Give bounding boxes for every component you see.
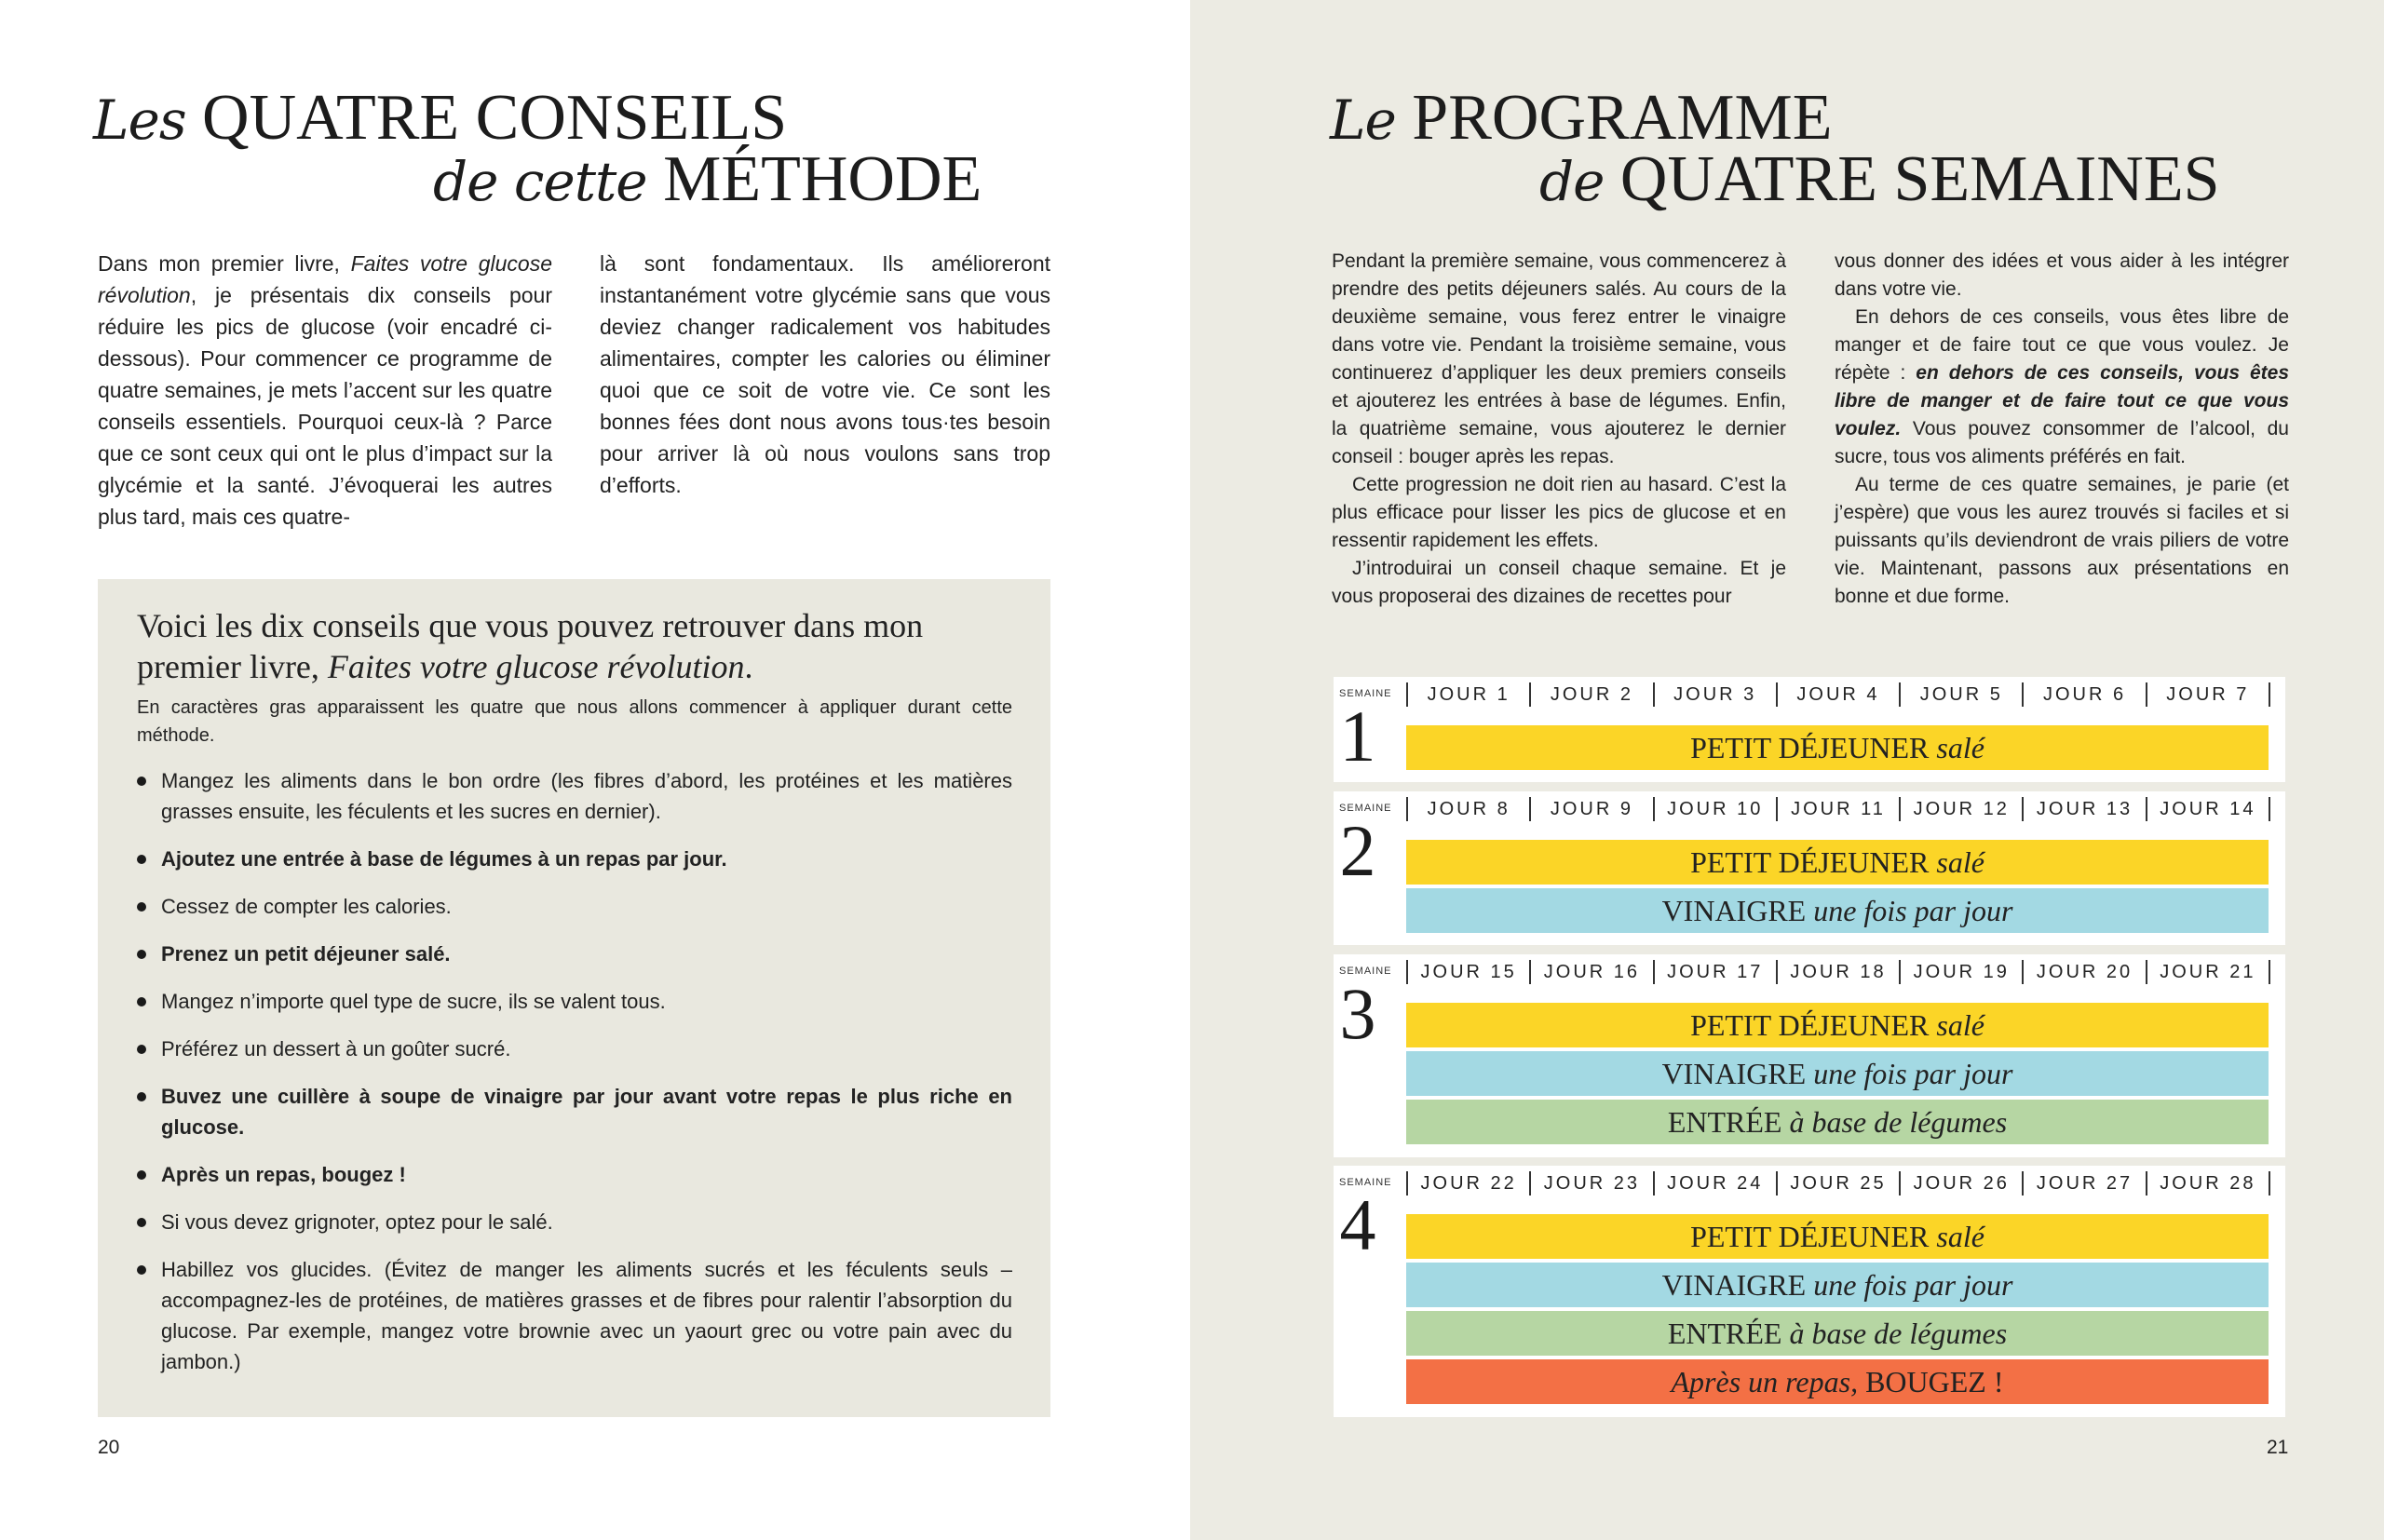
tip-item-key: Prenez un petit déjeuner salé. [137, 939, 1012, 969]
day-label: JOUR 8 [1406, 797, 1529, 821]
tip-item: Mangez les aliments dans le bon ordre (les fibres d’abord, les protéines et les matières grasses ensuite, les féculents et les sucres en dernier). [137, 765, 1012, 827]
breakfast-bar: PETIT DÉJEUNER salé [1406, 840, 2269, 885]
tip-item: Mangez n’importe quel type de sucre, ils se valent tous. [137, 986, 1012, 1017]
emphasis-text: en dehors de ces conseils, vous êtes libre de manger et de faire tout ce que vous voulez. [1835, 362, 2289, 439]
days-strip [1406, 960, 2270, 984]
title-word: PROGRAMME [1412, 82, 1833, 154]
day-label: JOUR 16 [1529, 960, 1652, 984]
right-title-line-1 [1330, 82, 1833, 154]
vinegar-bar: VINAIGRE une fois par jour [1406, 1263, 2269, 1307]
page-number-left: 20 [98, 1437, 120, 1458]
day-label: JOUR 2 [1529, 682, 1652, 707]
week-1-row [1334, 677, 2285, 782]
move-bar: Après un repas, BOUGEZ ! [1406, 1359, 2269, 1404]
day-label: JOUR 10 [1653, 797, 1776, 821]
week-2-row [1334, 791, 2285, 945]
tip-item-key: Après un repas, bougez ! [137, 1159, 1012, 1190]
week-number: 3 [1339, 973, 1376, 1054]
day-label: JOUR 15 [1406, 960, 1529, 984]
title-word: QUATRE SEMAINES [1619, 143, 2220, 215]
days-strip [1406, 682, 2270, 707]
left-title-line-2 [433, 143, 982, 215]
starter-bar: ENTRÉE à base de légumes [1406, 1311, 2269, 1356]
day-label: JOUR 23 [1529, 1171, 1652, 1196]
starter-bar: ENTRÉE à base de légumes [1406, 1100, 2269, 1144]
title-word: QUATRE CONSEILS [202, 82, 788, 154]
page-number-right: 21 [2267, 1437, 2289, 1458]
day-label: JOUR 19 [1899, 960, 2022, 984]
tips-box-note: En caractères gras apparaissent les quatre que nous allons commencer à appliquer durant cette méthode. [137, 697, 1012, 746]
day-label: JOUR 22 [1406, 1171, 1529, 1196]
day-label: JOUR 21 [2146, 960, 2270, 984]
program-column-1: Pendant la première semaine, vous commencerez à prendre des petits déjeuners salés. Au cours de la deuxième semaine, vous ferez entrer le vinaigre dans votre vie. Pendant la troisième semaine, vous continuerez d’appliquer les deux premiers conseils et ajouterez les entrées à base de légumes. Enfin, la quatrième semaine, vous ajouterez le dernier conseil : bouger après les repas. Cette progression ne doit rien au hasard. C’est la plus efficace pour lisser les pics de glucose et en ressentir rapidement les effets. J’introduirai un conseil chaque semaine. Et je vous proposerai des dizaines de recettes pour [1332, 250, 1786, 607]
vinegar-bar: VINAIGRE une fois par jour [1406, 888, 2269, 933]
breakfast-bar: PETIT DÉJEUNER salé [1406, 725, 2269, 770]
week-label: SEMAINE [1339, 688, 1392, 699]
day-label: JOUR 3 [1653, 682, 1776, 707]
title-word: Le [1330, 88, 1396, 152]
tips-list [137, 765, 1012, 1394]
intro-column-1: Dans mon premier livre, Faites votre glucose révolution, je présentais dix conseils pour réduire les pics de glucose (voir encadré ci-dessous). Pour commencer ce programme de quatre semaines, je mets l’accent sur les quatre conseils essentiels. Pourquoi ceux-là ? Parce que ce sont ceux qui ont le plus d’impact sur la glycémie et la santé. J’évoquerai les autres plus tard, mais ces quatre- [98, 251, 552, 529]
days-strip [1406, 1171, 2270, 1196]
day-label: JOUR 13 [2022, 797, 2145, 821]
day-label: JOUR 7 [2146, 682, 2270, 707]
breakfast-bar: PETIT DÉJEUNER salé [1406, 1003, 2269, 1047]
title-word: MÉTHODE [663, 143, 982, 215]
book-title: Faites votre glucose révolution [327, 648, 745, 685]
week-3-row [1334, 954, 2285, 1157]
day-label: JOUR 25 [1776, 1171, 1899, 1196]
tip-item: Si vous devez grignoter, optez pour le salé. [137, 1207, 1012, 1237]
week-label: SEMAINE [1339, 803, 1392, 814]
program-column-2: vous donner des idées et vous aider à les intégrer dans votre vie. En dehors de ces conseils, vous êtes libre de manger et de faire tout ce que vous voulez. Je répète : en dehors de ces conseils, vous êtes libre de manger et de faire tout ce que vous voulez. Vous pouvez consommer de l’alcool, du sucre, tous vos aliments préférés en fait. Au terme de ces quatre semaines, je parie (et j’espère) que vous les aurez trouvés si faciles et si puissants qu’ils deviendront de vrais piliers de votre vie. Maintenant, passons aux présentations en bonne et due forme. [1835, 250, 2289, 607]
tip-item-key: Buvez une cuillère à soupe de vinaigre par jour avant votre repas le plus riche en glucose. [137, 1081, 1012, 1142]
vinegar-bar: VINAIGRE une fois par jour [1406, 1051, 2269, 1096]
day-label: JOUR 4 [1776, 682, 1899, 707]
day-label: JOUR 28 [2146, 1171, 2270, 1196]
day-label: JOUR 20 [2022, 960, 2145, 984]
week-4-row [1334, 1166, 2285, 1417]
day-label: JOUR 12 [1899, 797, 2022, 821]
week-label: SEMAINE [1339, 966, 1392, 977]
week-label: SEMAINE [1339, 1177, 1392, 1188]
day-label: JOUR 6 [2022, 682, 2145, 707]
day-label: JOUR 27 [2022, 1171, 2145, 1196]
day-label: JOUR 24 [1653, 1171, 1776, 1196]
week-number: 1 [1339, 696, 1376, 777]
day-label: JOUR 5 [1899, 682, 2022, 707]
day-label: JOUR 17 [1653, 960, 1776, 984]
breakfast-bar: PETIT DÉJEUNER salé [1406, 1214, 2269, 1259]
week-number: 4 [1339, 1184, 1376, 1265]
tip-item: Préférez un dessert à un goûter sucré. [137, 1033, 1012, 1064]
title-word: Les [93, 88, 186, 152]
title-word: de [1539, 150, 1605, 213]
title-word: de cette [433, 150, 647, 213]
right-title-line-2 [1539, 143, 2220, 215]
days-strip [1406, 797, 2270, 821]
tip-item-key: Ajoutez une entrée à base de légumes à un repas par jour. [137, 844, 1012, 874]
day-label: JOUR 11 [1776, 797, 1899, 821]
intro-column-2: là sont fondamentaux. Ils amélioreront instantanément votre glycémie sans que vous deviez changer radicalement vos habitudes alimentaires, compter les calories ou éliminer quoi que ce soit de votre vie. Ce sont les bonnes fées dont nous avons tous·tes besoin pour arriver là où nous voulons sans trop d’efforts. [600, 251, 1050, 497]
book-title: Faites votre glucose révolution [98, 251, 552, 307]
day-label: JOUR 18 [1776, 960, 1899, 984]
left-page [0, 0, 1190, 1540]
tip-item: Habillez vos glucides. (Évitez de manger les aliments sucrés et les féculents seuls – accompagnez-les de protéines, de matières grasses et de fibres pour ralentir l’absorption du glucose. Par exemple, mangez votre brownie avec un yaourt grec ou votre pain avec du jambon.) [137, 1254, 1012, 1377]
day-label: JOUR 9 [1529, 797, 1652, 821]
tips-box-heading: Voici les dix conseils que vous pouvez retrouver dans mon premier livre, Faites votre glucose révolution. [137, 607, 924, 685]
tip-item: Cessez de compter les calories. [137, 891, 1012, 922]
left-title-line-1 [93, 82, 788, 154]
ten-tips-box [98, 579, 1050, 1417]
day-label: JOUR 14 [2146, 797, 2270, 821]
day-label: JOUR 26 [1899, 1171, 2022, 1196]
day-label: JOUR 1 [1406, 682, 1529, 707]
week-number: 2 [1339, 810, 1376, 891]
